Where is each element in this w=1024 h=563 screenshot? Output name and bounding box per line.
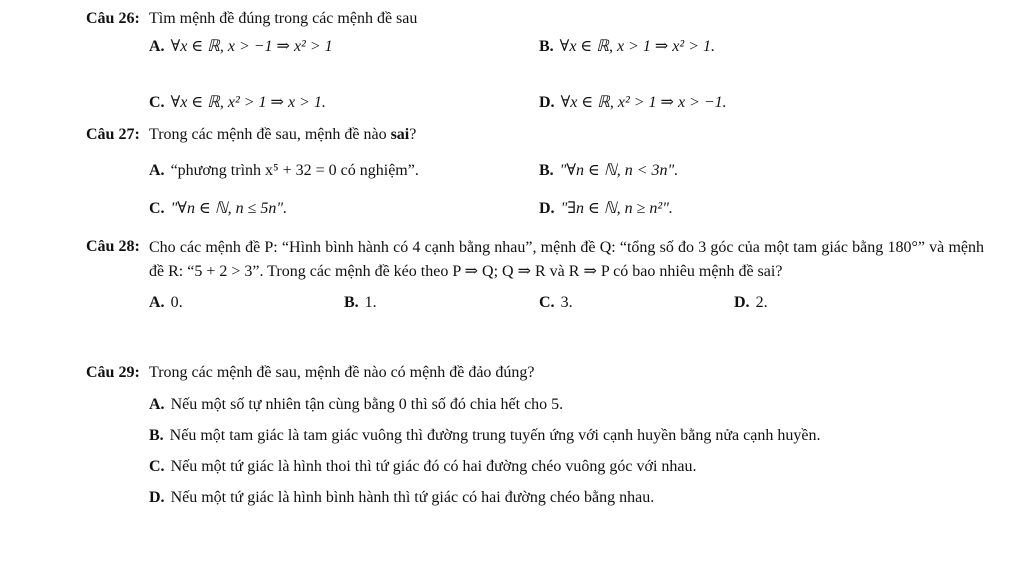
option-text: 2. bbox=[755, 294, 768, 311]
question-29 bbox=[86, 362, 984, 518]
option-b bbox=[344, 292, 539, 314]
option-c bbox=[149, 198, 539, 220]
option-label: A. bbox=[149, 162, 165, 179]
option-label: D. bbox=[149, 489, 165, 506]
option-d bbox=[734, 292, 929, 314]
option-label: C. bbox=[539, 294, 555, 311]
option-b bbox=[539, 36, 929, 58]
option-c bbox=[149, 456, 984, 478]
question-number: Câu 28: bbox=[86, 238, 140, 255]
question-number: Câu 29: bbox=[86, 364, 140, 381]
option-label: B. bbox=[149, 427, 164, 444]
option-label: C. bbox=[149, 94, 165, 111]
option-label: A. bbox=[149, 396, 165, 413]
option-text: ∀x ∈ ℝ, x > 1 ⇒ x² > 1. bbox=[559, 38, 715, 55]
question-text: Cho các mệnh đề P: “Hình bình hành có 4 cạnh bằng nhau”, mệnh đề Q: “tổng số đo 3 góc của một tam giác bằng 180°” và mệnh đề R: “5 + 2 > 3”. Trong các mệnh đề kéo theo P ⇒ Q; Q ⇒ R và R ⇒ P có bao nhiêu mệnh đề sai? bbox=[149, 239, 984, 280]
question-text: Tìm mệnh đề đúng trong các mệnh đề sau bbox=[149, 10, 418, 27]
option-text: "∀n ∈ ℕ, n < 3n". bbox=[559, 162, 679, 179]
option-text: "∃n ∈ ℕ, n ≥ n²". bbox=[560, 200, 673, 217]
question-number: Câu 26: bbox=[86, 10, 140, 27]
question-text: Trong các mệnh đề sau, mệnh đề nào sai? bbox=[149, 126, 417, 143]
question-26 bbox=[86, 8, 984, 114]
question-number: Câu 27: bbox=[86, 126, 140, 143]
option-b bbox=[539, 160, 929, 182]
option-text: 1. bbox=[364, 294, 377, 311]
option-label: B. bbox=[539, 38, 554, 55]
option-c bbox=[539, 292, 734, 314]
option-label: B. bbox=[344, 294, 359, 311]
option-label: D. bbox=[539, 94, 555, 111]
option-label: D. bbox=[539, 200, 555, 217]
option-d bbox=[539, 198, 929, 220]
option-b bbox=[149, 425, 984, 447]
option-text: Nếu một tứ giác là hình thoi thì tứ giác đó có hai đường chéo vuông góc với nhau. bbox=[170, 458, 697, 475]
option-label: C. bbox=[149, 200, 165, 217]
emphasis-word: sai bbox=[390, 126, 410, 143]
option-label: A. bbox=[149, 294, 165, 311]
option-label: B. bbox=[539, 162, 554, 179]
option-a bbox=[149, 160, 539, 182]
option-a bbox=[149, 292, 344, 314]
option-label: D. bbox=[734, 294, 750, 311]
option-text: Nếu một tam giác là tam giác vuông thì đường trung tuyến ứng với cạnh huyền bằng nửa cạnh huyền. bbox=[169, 427, 821, 444]
option-text: Nếu một tứ giác là hình bình hành thì tứ giác có hai đường chéo bằng nhau. bbox=[170, 489, 655, 506]
option-text: “phương trình x⁵ + 32 = 0 có nghiệm”. bbox=[170, 162, 419, 179]
option-text: Nếu một số tự nhiên tận cùng bằng 0 thì số đó chia hết cho 5. bbox=[170, 396, 564, 413]
option-d bbox=[539, 92, 929, 114]
option-label: A. bbox=[149, 38, 165, 55]
question-28 bbox=[86, 236, 984, 314]
option-text: ∀x ∈ ℝ, x² > 1 ⇒ x > 1. bbox=[170, 94, 326, 111]
question-27 bbox=[86, 124, 984, 220]
question-text: Trong các mệnh đề sau, mệnh đề nào có mệnh đề đảo đúng? bbox=[149, 364, 535, 381]
option-text: ∀x ∈ ℝ, x > −1 ⇒ x² > 1 bbox=[170, 38, 333, 55]
option-d bbox=[149, 487, 984, 509]
option-c bbox=[149, 92, 539, 114]
option-text: 3. bbox=[560, 294, 573, 311]
option-a bbox=[149, 394, 984, 416]
option-label: C. bbox=[149, 458, 165, 475]
option-text: ∀x ∈ ℝ, x² > 1 ⇒ x > −1. bbox=[560, 94, 727, 111]
option-text: "∀n ∈ ℕ, n ≤ 5n". bbox=[170, 200, 288, 217]
option-a bbox=[149, 36, 539, 58]
option-text: 0. bbox=[170, 294, 183, 311]
